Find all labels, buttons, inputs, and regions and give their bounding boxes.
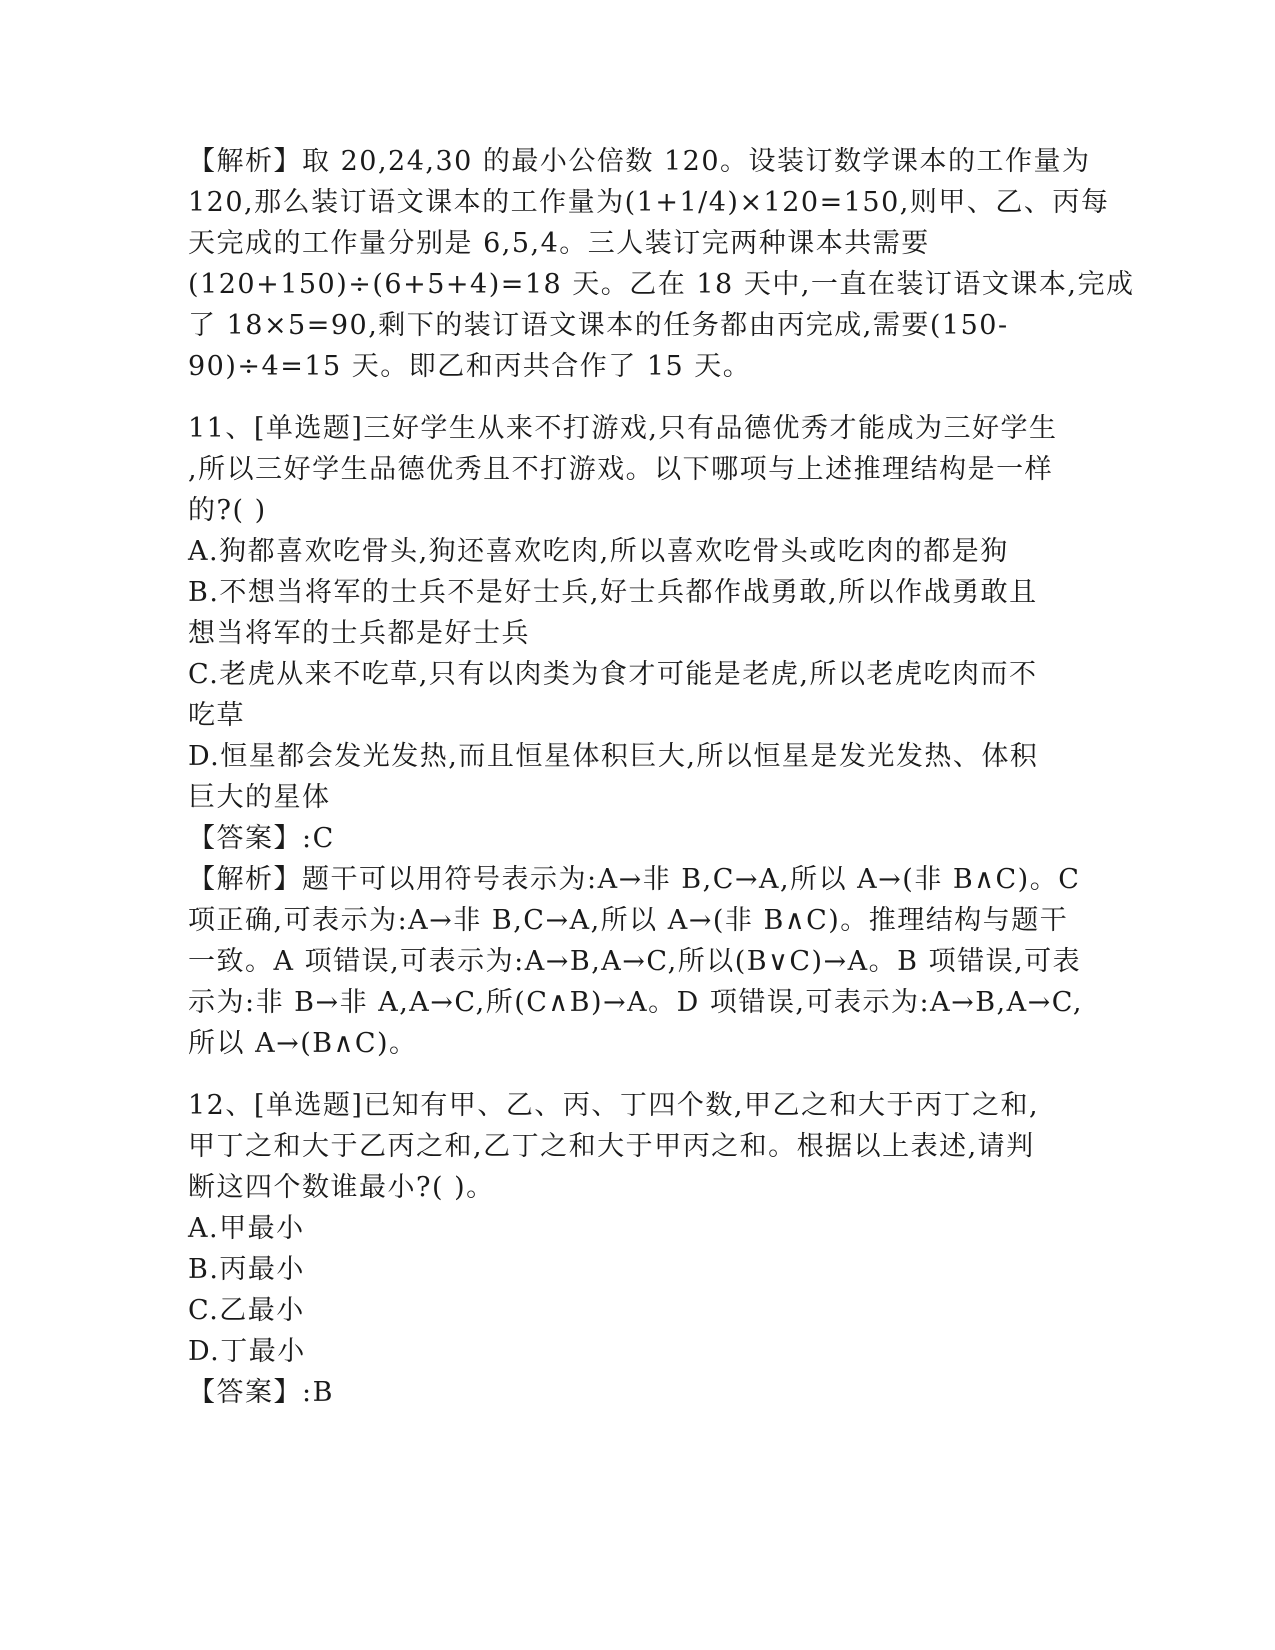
analysis-10-line-1: 【解析】取 20,24,30 的最小公倍数 120。设装订数学课本的工作量为 xyxy=(188,146,1091,177)
question-12-option-a: A.甲最小 xyxy=(188,1213,305,1244)
analysis-10-line-6: 90)÷4=15 天。即乙和丙共合作了 15 天。 xyxy=(188,351,752,382)
question-12-option-b: B.丙最小 xyxy=(188,1254,305,1285)
question-11-option-b-line-2: 想当将军的士兵都是好士兵 xyxy=(188,618,530,649)
analysis-11-line-1: 【解析】题干可以用符号表示为:A→非 B,C→A,所以 A→(非 B∧C)。C xyxy=(188,864,1081,895)
analysis-11-line-3: 一致。A 项错误,可表示为:A→B,A→C,所以(B∨C)→A。B 项错误,可表 xyxy=(188,946,1082,977)
analysis-10-line-4: (120+150)÷(6+5+4)=18 天。乙在 18 天中,一直在装订语文课本,完成 xyxy=(188,269,1135,300)
question-12-line-2: 甲丁之和大于乙丙之和,乙丁之和大于甲丙之和。根据以上表述,请判 xyxy=(188,1131,1035,1162)
question-11-line-1: 11、[单选题]三好学生从来不打游戏,只有品德优秀才能成为三好学生 xyxy=(188,413,1058,444)
question-11-line-2: ,所以三好学生品德优秀且不打游戏。以下哪项与上述推理结构是一样 xyxy=(188,454,1054,485)
analysis-10-line-2: 120,那么装订语文课本的工作量为(1+1/4)×120=150,则甲、乙、丙每 xyxy=(188,187,1110,218)
question-11-line-3: 的?( ) xyxy=(188,495,267,526)
analysis-11-line-5: 所以 A→(B∧C)。 xyxy=(188,1028,418,1059)
question-11-option-a: A.狗都喜欢吃骨头,狗还喜欢吃肉,所以喜欢吃骨头或吃肉的都是狗 xyxy=(188,536,1009,567)
analysis-10-line-3: 天完成的工作量分别是 6,5,4。三人装订完两种课本共需要 xyxy=(188,228,930,259)
question-11-answer: 【答案】:C xyxy=(188,823,335,854)
question-12-line-3: 断这四个数谁最小?( )。 xyxy=(188,1172,495,1203)
question-12-line-1: 12、[单选题]已知有甲、乙、丙、丁四个数,甲乙之和大于丙丁之和, xyxy=(188,1090,1040,1121)
question-11-option-c-line-1: C.老虎从来不吃草,只有以肉类为食才可能是老虎,所以老虎吃肉而不 xyxy=(188,659,1038,690)
question-12-option-c: C.乙最小 xyxy=(188,1295,305,1326)
analysis-11-line-2: 项正确,可表示为:A→非 B,C→A,所以 A→(非 B∧C)。推理结构与题干 xyxy=(188,905,1069,936)
analysis-10-line-5: 了 18×5=90,剩下的装订语文课本的任务都由丙完成,需要(150- xyxy=(188,310,1009,341)
question-12-answer: 【答案】:B xyxy=(188,1377,334,1408)
question-12-option-d: D.丁最小 xyxy=(188,1336,306,1367)
question-11-option-d-line-1: D.恒星都会发光发热,而且恒星体积巨大,所以恒星是发光发热、体积 xyxy=(188,741,1039,772)
question-11-option-c-line-2: 吃草 xyxy=(188,700,245,731)
question-11-option-b-line-1: B.不想当将军的士兵不是好士兵,好士兵都作战勇敢,所以作战勇敢且 xyxy=(188,577,1038,608)
question-11-option-d-line-2: 巨大的星体 xyxy=(188,782,331,813)
analysis-11-line-4: 示为:非 B→非 A,A→C,所(C∧B)→A。D 项错误,可表示为:A→B,A→C, xyxy=(188,987,1084,1018)
